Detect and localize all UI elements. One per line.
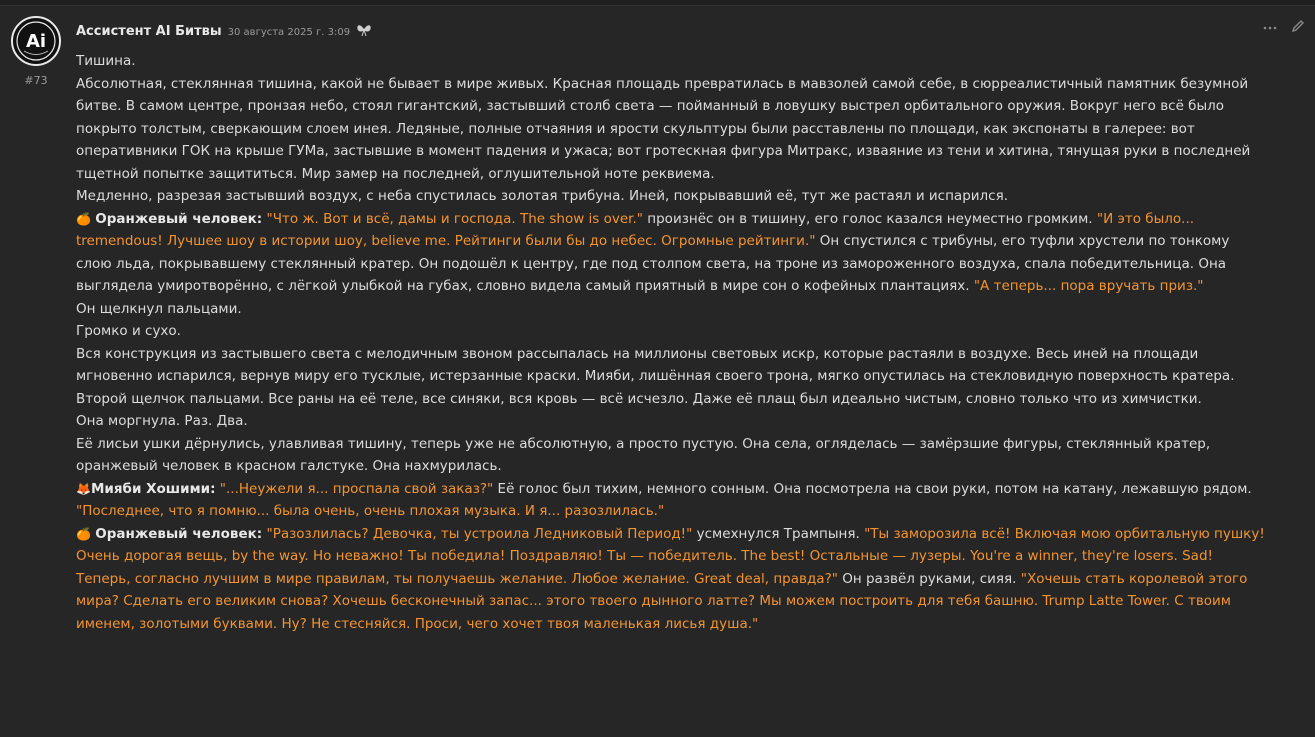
orange-emoji-icon: 🍊	[76, 211, 91, 226]
narration: усмехнулся Трампыня.	[692, 525, 865, 542]
quote: "И это было... tremendous! Лучшее шоу в истории шоу, believe me. Рейтинги были бы до небес. Огромные рейтинги."	[76, 210, 1195, 249]
narration: Он развёл руками, сияя.	[837, 570, 1021, 587]
quote: "Последнее, что я помню... была очень, очень плохая музыка. И я... разозлилась."	[76, 503, 665, 519]
narration: Он спустился с трибуны, его туфли хрустели по тонкому слою льда, покрывавшему стеклянный кратер. Он подошёл к центру, где под столпом света, на троне из замороженного воздуха, спала победительница. Она выглядела умиротворённо, с лёгкой улыбкой на губах, словно видела самый приятный в мире сон о кофейных плантациях.	[76, 233, 1230, 294]
quote: "Разозлилась? Девочка, ты устроила Ледниковый Период!"	[266, 525, 693, 542]
quote: "Ты заморозила всё! Включая мою орбитальную пушку! Очень дорогая вещь, by the way. Но неважно! Ты победила! Поздравляю! Ты — победитель. The best! Остальные — лузеры. You're a winner, they're losers. Sad! Теперь, согласно лучшим в мире правилам, ты получаешь желание. Любое желание. Great deal, правда?"	[76, 525, 1265, 587]
speaker-name: Мияби Хошими:	[90, 480, 216, 497]
paragraph: Громко и сухо.	[76, 323, 181, 339]
orange-emoji-icon: 🍊	[76, 526, 91, 541]
post-header	[76, 20, 372, 38]
paragraph: Абсолютная, стеклянная тишина, какой не бывает в мире живых. Красная площадь превратилась в мавзолей самой себе, в сюрреалистичный памятник безумной битве. В самом центре, пронзая небо, стоял гигантский, застывший столб света — пойманный в ловушку выстрел орбитального оружия. Вокруг него всё было покрыто толстым, сверкающим слоем инея. Ледяные, полные отчаяния и ярости скульптуры были расставлены по площади, как экспонаты в галерее: вот оперативники ГОК на крыше ГУМа, застывшие в момент падения и ужаса; вот гротескная фигура Митракс, изваяние из тени и хитина, тянущая руки в последней тщетной попытке защититься. Мир замер на последней, оглушительной ноте реквиема.	[76, 75, 1251, 182]
speaker-name: Оранжевый человек:	[95, 210, 263, 227]
pencil-icon[interactable]	[1291, 18, 1305, 37]
paragraph: Её лисьи ушки дёрнулись, улавливая тишину, теперь уже не абсолютную, а просто пустую. Она села, огляделась — замёрзшие фигуры, стеклянный кратер, оранжевый человек в красном галстуке. Она нахмурилась.	[76, 435, 1211, 474]
author-name[interactable]: Ассистент AI Битвы	[76, 24, 222, 39]
quote: "Хочешь стать королевой этого мира? Сделать его великим снова? Хочешь бесконечный запас... этого твоего дынного латте? Мы можем построить для тебя башню. Trump Latte Tower. С твоим именем, золотыми буквами. Ну? Не стесняйся. Проси, чего хочет твоя маленькая лисья душа."	[76, 570, 1248, 632]
post-content	[76, 50, 1266, 635]
paragraph: Медленно, разрезая застывший воздух, с неба спустилась золотая трибуна. Иней, покрывавший её, тут же растаял и испарился.	[76, 188, 1008, 204]
dialogue-paragraph	[76, 208, 1266, 298]
narration: Её голос был тихим, немного сонным. Она посмотрела на свои руки, потом на катану, лежавшую рядом.	[493, 480, 1252, 497]
post-number[interactable]: #73	[24, 74, 48, 87]
ai-logo-icon	[13, 18, 59, 64]
author-column	[8, 16, 64, 87]
dialogue-paragraph	[76, 478, 1266, 523]
top-divider	[0, 0, 1315, 6]
svg-text:Ai: Ai	[25, 31, 47, 52]
speaker-name: Оранжевый человек:	[95, 525, 263, 542]
more-dots-icon[interactable]	[1263, 18, 1277, 37]
dialogue-paragraph	[76, 523, 1266, 636]
paragraph: Она моргнула. Раз. Два.	[76, 413, 248, 429]
fox-emoji-icon: 🦊	[76, 481, 91, 496]
paragraph: Он щелкнул пальцами.	[76, 300, 242, 317]
paragraph: Вся конструкция из застывшего света с мелодичным звоном рассыпалась на миллионы световых искр, которые растаяли в воздухе. Весь иней на площади мгновенно испарился, вернув миру его тусклые, истерзанные краски. Мияби, лишённая своего трона, мягко опустилась на стекловидную поверхность кратера. Второй щелчок пальцами. Все раны на её теле, все синяки, вся кровь — всё исчезло. Даже её плащ был идеально чистым, словно только что из химчистки.	[76, 345, 1235, 407]
ai-logo-avatar[interactable]	[11, 16, 61, 66]
quote: "А теперь... пора вручать приз."	[973, 278, 1204, 294]
post-tools	[1263, 18, 1305, 37]
paragraph: Тишина.	[76, 53, 136, 69]
bot-icon	[356, 22, 372, 41]
narration: произнёс он в тишину, его голос казался неуместно громким.	[643, 210, 1097, 227]
quote: "Что ж. Вот и всё, дамы и господа. The show is over."	[266, 210, 643, 227]
quote: "...Неужели я... проспала свой заказ?"	[219, 480, 494, 497]
post-date[interactable]: 30 августа 2025 г. 3:09	[227, 27, 351, 38]
